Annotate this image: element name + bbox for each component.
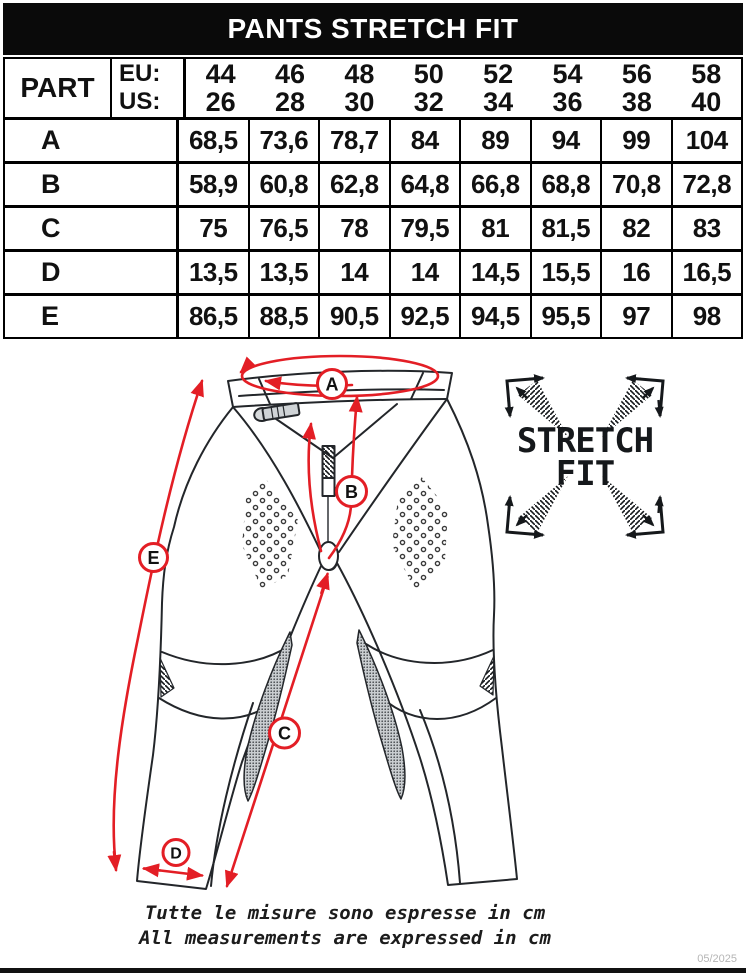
table-row: [5, 252, 741, 296]
measurement-value: 72,8: [682, 169, 732, 199]
us-size: 32: [413, 87, 444, 117]
eu-size: 56: [621, 59, 652, 89]
measurement-value: 16,5: [682, 257, 732, 287]
measurement-value: 73,6: [250, 120, 321, 161]
part-header-cell: PART: [5, 59, 112, 117]
measurement-value: 83: [692, 213, 721, 243]
measurement-value: 70,8: [602, 164, 673, 205]
measurement-value: 13,5: [250, 252, 321, 293]
us-size: 36: [552, 87, 583, 117]
crotch-gusset: [319, 542, 338, 570]
measurement-value: 94,5: [461, 296, 532, 337]
measurement-value: 84: [391, 120, 462, 161]
measurement-value: 15,5: [532, 252, 603, 293]
stretch-fit-logo: [507, 378, 663, 535]
measurement-value: 99: [602, 120, 673, 161]
measurement-value: 81,5: [532, 208, 603, 249]
measurement-notes: [0, 901, 690, 951]
eu-size: 50: [413, 59, 444, 89]
measurement-value: 98: [692, 301, 721, 331]
region-labels-cell: [112, 59, 186, 117]
us-size: 34: [483, 87, 514, 117]
us-size: 30: [344, 87, 375, 117]
measurement-value: 92,5: [391, 296, 462, 337]
zipper-slider: [323, 478, 335, 496]
measurement-value: 81: [461, 208, 532, 249]
part-letter: A: [5, 120, 179, 161]
measurement-value: 68,8: [532, 164, 603, 205]
badge-d-label: D: [170, 845, 182, 863]
part-letter: B: [5, 164, 179, 205]
measurement-value: 97: [602, 296, 673, 337]
measurement-value: 78: [320, 208, 391, 249]
sizes-cell: [186, 59, 741, 117]
us-size: 38: [621, 87, 652, 117]
table-row: [5, 120, 741, 164]
eu-size: 52: [483, 59, 514, 89]
measurement-value: 95,5: [532, 296, 603, 337]
measurement-value: 14: [391, 252, 462, 293]
eu-label: EU:: [119, 60, 161, 87]
measurement-value: 16: [602, 252, 673, 293]
eu-size: 54: [552, 59, 583, 89]
us-size: 26: [205, 87, 236, 117]
table-row: [5, 208, 741, 252]
measurement-value: 88,5: [250, 296, 321, 337]
bottom-rule: [0, 968, 746, 973]
logo-text-fit: FIT: [555, 454, 615, 494]
measurement-value: 13,5: [179, 252, 250, 293]
eu-size: 48: [344, 59, 375, 89]
measurement-value: 82: [602, 208, 673, 249]
measurement-value: 62,8: [320, 164, 391, 205]
measurement-value: 75: [179, 208, 250, 249]
badge-e-label: E: [147, 548, 160, 568]
measurement-value: 86,5: [179, 296, 250, 337]
part-letter: E: [5, 296, 179, 337]
badge-b-label: B: [345, 482, 358, 502]
version-stamp: 05/2025: [697, 953, 737, 965]
measurement-value: 89: [461, 120, 532, 161]
measurement-value: 66,8: [461, 164, 532, 205]
us-size: 28: [275, 87, 306, 117]
eu-size: 44: [205, 59, 236, 89]
measurement-value: 94: [532, 120, 603, 161]
note-english: All measurements are expressed in cm: [139, 927, 551, 949]
badge-c-label: C: [278, 723, 291, 744]
part-letter: D: [5, 252, 179, 293]
measurement-value: 104: [685, 125, 728, 155]
measurement-value: 60,8: [250, 164, 321, 205]
measurement-value: 68,5: [179, 120, 250, 161]
zipper: [323, 446, 335, 478]
note-italian: Tutte le misure sono espresse in cm: [144, 902, 546, 924]
measurement-value: 76,5: [250, 208, 321, 249]
eu-sizes-row: [186, 60, 741, 88]
measurement-value: 78,7: [320, 120, 391, 161]
us-sizes-row: [186, 88, 741, 116]
badge-a-label: A: [325, 374, 339, 395]
eu-size: 58: [691, 59, 722, 89]
logo-text-stretch: STRETCH: [516, 421, 654, 461]
us-size: 40: [691, 87, 722, 117]
size-table: [3, 57, 743, 339]
table-row: [5, 296, 741, 337]
pants-line-art: [137, 371, 517, 889]
measurement-value: 14: [320, 252, 391, 293]
table-row: [5, 164, 741, 208]
measurement-value: 58,9: [179, 164, 250, 205]
measurement-value: 79,5: [391, 208, 462, 249]
table-header-row: [5, 59, 741, 120]
chart-title: PANTS STRETCH FIT: [227, 13, 519, 44]
part-letter: C: [5, 208, 179, 249]
measurement-value: 64,8: [391, 164, 462, 205]
pants-measurement-diagram: [0, 338, 746, 908]
chart-title-bar: [3, 3, 743, 55]
eu-size: 46: [275, 59, 306, 89]
measurement-value: 14,5: [461, 252, 532, 293]
measurement-value: 90,5: [320, 296, 391, 337]
us-label: US:: [119, 88, 161, 115]
